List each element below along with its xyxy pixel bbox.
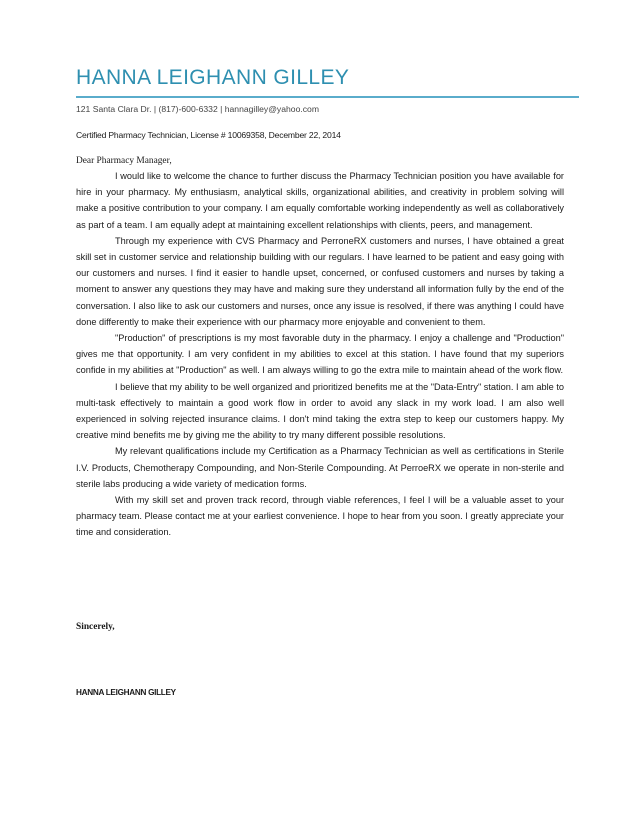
contact-line: 121 Santa Clara Dr. | (817)-600-6332 | hannagilley@yahoo.com [76,104,319,114]
salutation: Dear Pharmacy Manager, [76,156,172,166]
letter-body [76,168,564,541]
body-paragraph: I believe that my ability to be well organized and prioritized benefits me at the "Data-Entry" station. I am able to multi-task effectively to maintain a good work flow in order to avoid any slack in my work load. I am also well experienced in solving rejected insurance claims. I don't mind taking the extra step to keep our customers happy. My creative mind benefits me by giving me the ability to try many different possible resolutions. [76,381,564,441]
body-paragraph: Through my experience with CVS Pharmacy and PerroneRX customers and nurses, I have obtained a great skill set in customer service and relationship building with our regulars. I have learned to be patient and easy going with our customers and nurses. I find it easier to handle upset, concerned, or confused customers and nurses by taking a moment to answer any questions they may have and making sure they understand all information fully by the end of the conversation. I also like to ask our customers and nurses, once any issue is resolved, if there was anything I could have done differently to make their experience with our pharmacy more enjoyable and convenient to them. [76,235,564,327]
body-paragraph: With my skill set and proven track record, through viable references, I feel I will be a valuable asset to your pharmacy team. Please contact me at your earliest convenience. I hope to hear from you soon. I greatly appreciate your time and consideration. [76,495,564,538]
body-paragraph: "Production" of prescriptions is my most favorable duty in the pharmacy. I enjoy a challenge and "Production" gives me that opportunity. I am very confident in my abilities to excel at this station. I have found that my superiors confide in my abilities at "Production" as well. I am always willing to go the extra mile to maintain ahead of the work flow. [76,333,564,376]
header-divider [76,96,579,98]
certification-line: Certified Pharmacy Technician, License # 10069358, December 22, 2014 [76,130,341,140]
signature-name: HANNA LEIGHANN GILLEY [76,688,176,697]
applicant-name-heading: HANNA LEIGHANN GILLEY [76,66,350,89]
closing: Sincerely, [76,622,115,632]
body-paragraph: My relevant qualifications include my Certification as a Pharmacy Technician as well as certifications in Sterile I.V. Products, Chemotherapy Compounding, and Non-Sterile Compounding. At PerroeRX we operate in non-sterile and sterile labs producing a wide variety of medication forms. [76,446,564,489]
body-paragraph: I would like to welcome the chance to further discuss the Pharmacy Technician position you have available for hire in your pharmacy. My enthusiasm, analytical skills, organizational abilities, and creativity in problem solving will make a positive contribution to your company. I am equally comfortable working independently as well as collaboratively as part of a team. I am equally adept at maintaining excellent relationships with clients, peers, and management. [76,171,564,230]
